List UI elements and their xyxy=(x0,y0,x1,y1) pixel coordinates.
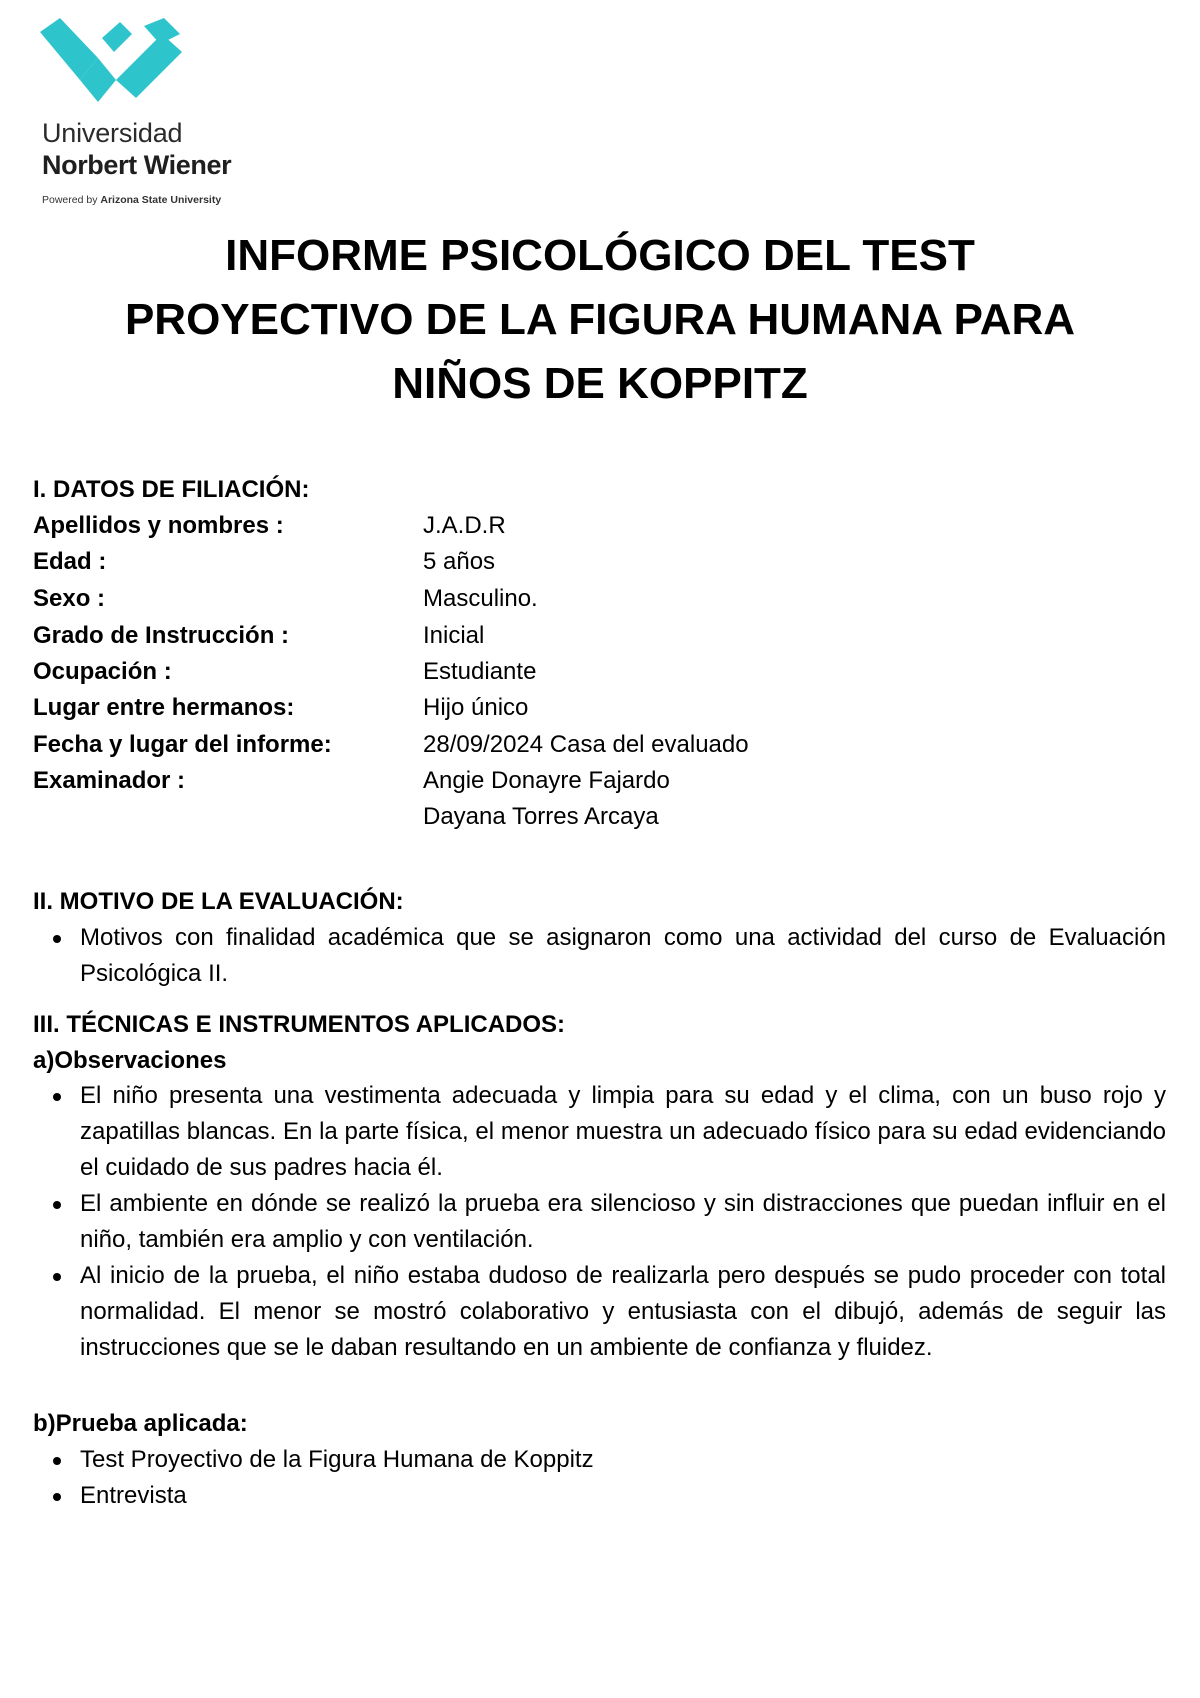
section-3-subheading-b: b)Prueba aplicada: xyxy=(33,1410,248,1437)
list-item-text: Al inicio de la prueba, el niño estaba dudoso de realizarla pero después se pudo proceder con total normalidad. El menor se mostró colaborativo y entusiasta con el dibujó, además de seguir las instrucciones que se le daban resultando en un ambiente de confianza y fluidez. xyxy=(80,1262,1166,1361)
list-item-text: Entrevista xyxy=(80,1482,187,1509)
field-row-date-place xyxy=(33,731,1153,767)
bullet-icon xyxy=(53,1201,61,1209)
field-value: Hijo único xyxy=(423,694,529,721)
list-item xyxy=(50,920,1166,992)
field-row-age xyxy=(33,548,1153,584)
field-row-education xyxy=(33,622,1153,658)
field-label: Examinador : xyxy=(33,767,186,794)
field-row-siblings xyxy=(33,694,1153,730)
list-item xyxy=(50,1478,1166,1514)
list-item xyxy=(50,1186,1166,1258)
field-value: 5 años xyxy=(423,548,496,575)
field-row-occupation xyxy=(33,658,1153,694)
field-value: 28/09/2024 Casa del evaluado xyxy=(423,731,749,758)
bullet-icon xyxy=(53,1273,61,1281)
bullet-icon xyxy=(53,1493,61,1501)
field-label: Apellidos y nombres : xyxy=(33,512,284,539)
report-title-line-3: NIÑOS DE KOPPITZ xyxy=(392,359,808,408)
field-row-examiner-extra xyxy=(33,803,1153,839)
section-2-list xyxy=(50,920,1166,992)
list-item-text: Motivos con finalidad académica que se asignaron como una actividad del curso de Evaluación Psicológica II. xyxy=(80,924,1166,987)
field-label: Sexo : xyxy=(33,585,106,612)
list-item-text: El ambiente en dónde se realizó la prueba era silencioso y sin distracciones que puedan influir en el niño, también era amplio y con ventilación. xyxy=(80,1190,1166,1253)
report-title-line-2: PROYECTIVO DE LA FIGURA HUMANA PARA xyxy=(124,295,1076,344)
list-item-text: Test Proyectivo de la Figura Humana de Koppitz xyxy=(80,1446,594,1473)
field-label: Lugar entre hermanos: xyxy=(33,694,295,721)
field-row-examiner xyxy=(33,767,1153,803)
field-label: Edad : xyxy=(33,548,107,575)
field-label: Grado de Instrucción : xyxy=(33,622,290,649)
section-1-heading: I. DATOS DE FILIACIÓN: xyxy=(33,476,310,503)
logo-powered-by xyxy=(42,194,221,206)
section-3-heading: III. TÉCNICAS E INSTRUMENTOS APLICADOS: xyxy=(33,1011,566,1038)
field-label: Fecha y lugar del informe: xyxy=(33,731,332,758)
report-title xyxy=(40,224,1160,416)
logo-university-label: Universidad xyxy=(42,118,183,148)
list-item xyxy=(50,1078,1166,1186)
field-row-sex xyxy=(33,585,1153,621)
bullet-icon xyxy=(53,1093,61,1101)
list-item xyxy=(50,1442,1166,1478)
field-value: Angie Donayre Fajardo xyxy=(423,767,670,794)
field-label: Ocupación : xyxy=(33,658,172,685)
field-value: Inicial xyxy=(423,622,485,649)
logo-powered-name: Arizona State University xyxy=(100,194,222,206)
section-3-subheading-a: a)Observaciones xyxy=(33,1047,227,1074)
field-row-names xyxy=(33,512,1153,548)
field-value: Dayana Torres Arcaya xyxy=(423,803,659,830)
field-value: Estudiante xyxy=(423,658,537,685)
bullet-icon xyxy=(53,935,61,943)
bullet-icon xyxy=(53,1457,61,1465)
report-title-line-1: INFORME PSICOLÓGICO DEL TEST xyxy=(225,231,975,280)
university-logo xyxy=(40,18,270,206)
university-logo-mark-icon xyxy=(40,18,200,102)
field-value: Masculino. xyxy=(423,585,538,612)
tests-list xyxy=(50,1442,1166,1514)
section-2-heading: II. MOTIVO DE LA EVALUACIÓN: xyxy=(33,888,404,915)
field-value: J.A.D.R xyxy=(423,512,506,539)
list-item xyxy=(50,1258,1166,1366)
logo-university-name: Norbert Wiener xyxy=(42,150,232,180)
observations-list xyxy=(50,1078,1166,1366)
list-item-text: El niño presenta una vestimenta adecuada y limpia para su edad y el clima, con un buso rojo y zapatillas blancas. En la parte física, el menor muestra un adecuado físico para su edad evidenciando el cuidado de sus padres hacia él. xyxy=(80,1082,1166,1181)
logo-powered-prefix: Powered by xyxy=(42,194,98,206)
